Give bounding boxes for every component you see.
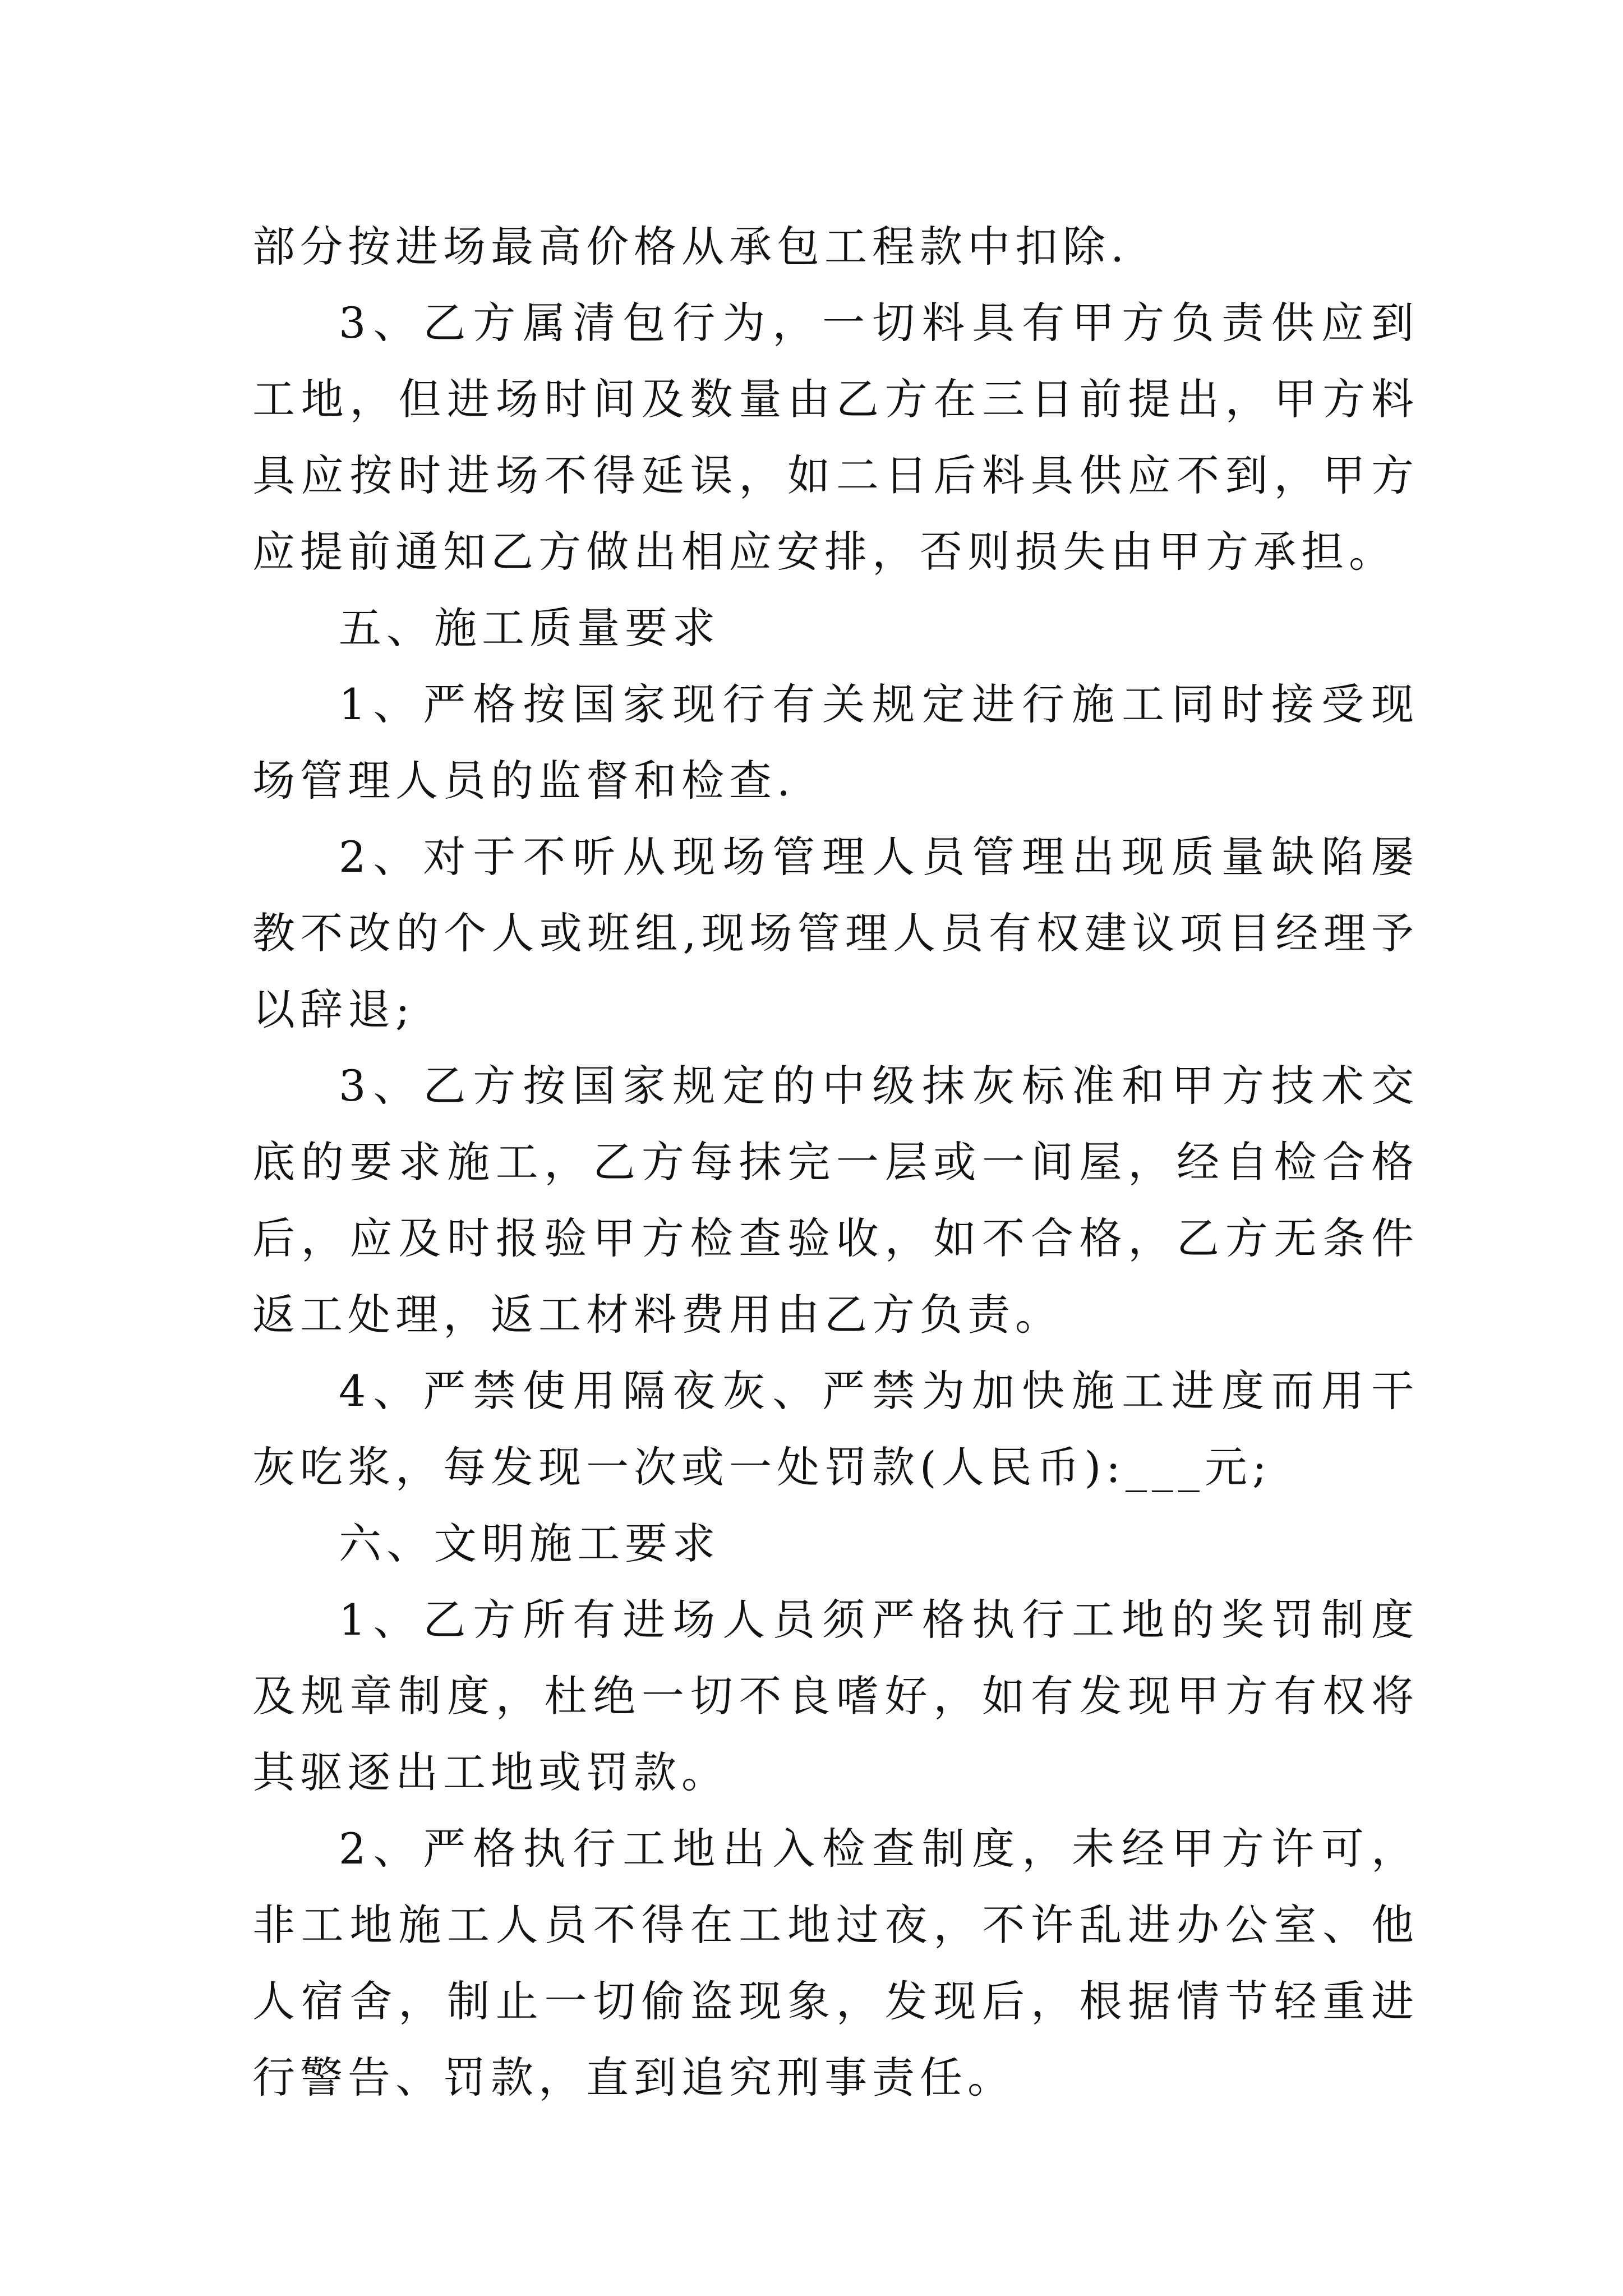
paragraph-civilized-1: 1、乙方所有进场人员须严格执行工地的奖罚制度及规章制度，杜绝一切不良嗜好，如有发现甲方有权将其驱逐出工地或罚款。 [252,1595,1419,1797]
paragraph-continued-clause: 部分按进场最高价格从承包工程款中扣除. [252,222,1129,272]
paragraph-clause-4-3: 3、乙方属清包行为，一切料具有甲方负责供应到工地，但进场时间及数量由乙方在三日前提出，甲方料具应按时进场不得延误，如二日后料具供应不到，甲方应提前通知乙方做出相应安排，否则损失由甲方承担。 [252,298,1419,577]
document-body [252,209,1419,2116]
paragraph-civilized-2: 2、严格执行工地出入检查制度，未经甲方许可，非工地施工人员不得在工地过夜，不许乱进办公室、他人宿舍，制止一切偷盗现象，发现后，根据情节轻重进行警告、罚款，直到追究刑事责任。 [252,1824,1419,2102]
section-heading-quality: 五、施工质量要求 [339,603,720,653]
paragraph-quality-4: 4、严禁使用隔夜灰、严禁为加快施工进度而用干灰吃浆，每发现一次或一处罚款(人民币):___元; [252,1366,1419,1492]
section-heading-civilized-construction: 六、文明施工要求 [339,1519,720,1568]
paragraph-quality-3: 3、乙方按国家规定的中级抹灰标准和甲方技术交底的要求施工，乙方每抹完一层或一间屋，经自检合格后，应及时报验甲方检查验收，如不合格，乙方无条件返工处理，返工材料费用由乙方负责。 [252,1061,1419,1340]
paragraph-quality-2: 2、对于不听从现场管理人员管理出现质量缺陷屡教不改的个人或班组,现场管理人员有权建议项目经理予以辞退; [252,832,1419,1034]
paragraph-quality-1: 1、严格按国家现行有关规定进行施工同时接受现场管理人员的监督和检查. [252,679,1419,806]
